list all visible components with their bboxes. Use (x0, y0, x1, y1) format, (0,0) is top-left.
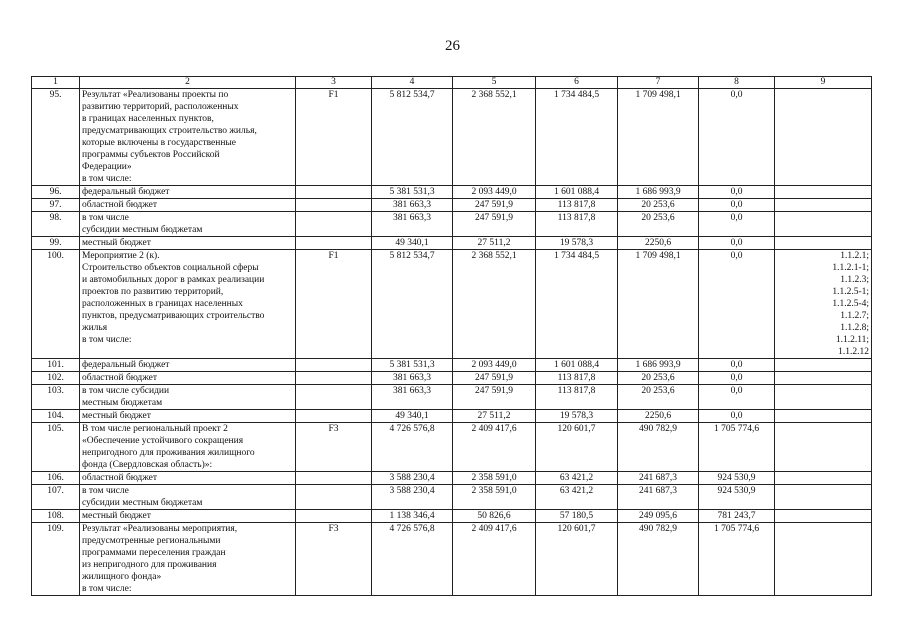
amount-col7-cell: 1 686 993,9 (618, 359, 699, 372)
amount-col7-cell: 1 686 993,9 (618, 186, 699, 199)
row-number-cell: 106. (32, 472, 80, 485)
target-indicators-cell (775, 385, 872, 410)
row-code-cell (296, 510, 372, 523)
row-description-cell: местный бюджет (80, 410, 296, 423)
amount-total-cell: 4 726 576,8 (372, 423, 453, 472)
header-cell: 6 (536, 77, 618, 89)
row-code-cell: F1 (296, 250, 372, 359)
amount-col5-cell: 247 591,9 (453, 212, 536, 237)
target-indicators-cell (775, 372, 872, 385)
target-indicators-cell (775, 212, 872, 237)
row-number-cell: 99. (32, 237, 80, 250)
amount-total-cell: 381 663,3 (372, 212, 453, 237)
row-number-cell: 107. (32, 485, 80, 510)
table-row (32, 423, 872, 472)
table-row (32, 89, 872, 186)
target-indicators-cell (775, 359, 872, 372)
amount-col7-cell: 2250,6 (618, 237, 699, 250)
row-code-cell: F1 (296, 89, 372, 186)
row-description-cell: Мероприятие 2 (к). Строительство объектов социальной сферы и автомобильных дорог в рамках реализации проектов по развитию территорий, расположенных в границах населенных пунктов, предусматривающих строительство жилья в том числе: (80, 250, 296, 359)
amount-col7-cell: 490 782,9 (618, 523, 699, 596)
amount-col8-cell: 0,0 (699, 372, 775, 385)
amount-col7-cell: 241 687,3 (618, 472, 699, 485)
row-description-cell: местный бюджет (80, 510, 296, 523)
table-row (32, 485, 872, 510)
amount-col8-cell: 0,0 (699, 250, 775, 359)
amount-col8-cell: 924 530,9 (699, 472, 775, 485)
amount-total-cell: 381 663,3 (372, 199, 453, 212)
table-row (32, 186, 872, 199)
amount-total-cell: 5 812 534,7 (372, 250, 453, 359)
row-number-cell: 101. (32, 359, 80, 372)
amount-col8-cell: 0,0 (699, 199, 775, 212)
amount-col6-cell: 120 601,7 (536, 523, 618, 596)
amount-col5-cell: 247 591,9 (453, 372, 536, 385)
page-number: 26 (445, 38, 460, 54)
amount-total-cell: 3 588 230,4 (372, 485, 453, 510)
row-description-cell: федеральный бюджет (80, 186, 296, 199)
amount-col6-cell: 63 421,2 (536, 485, 618, 510)
row-number-cell: 103. (32, 385, 80, 410)
amount-col7-cell: 2250,6 (618, 410, 699, 423)
target-indicators-cell (775, 472, 872, 485)
target-indicators-cell (775, 423, 872, 472)
amount-col5-cell: 247 591,9 (453, 199, 536, 212)
amount-col6-cell: 113 817,8 (536, 199, 618, 212)
target-indicators-cell (775, 186, 872, 199)
row-code-cell: F3 (296, 523, 372, 596)
amount-col8-cell: 0,0 (699, 89, 775, 186)
amount-col5-cell: 2 409 417,6 (453, 523, 536, 596)
row-code-cell (296, 237, 372, 250)
amount-col6-cell: 1 601 088,4 (536, 359, 618, 372)
amount-total-cell: 1 138 346,4 (372, 510, 453, 523)
row-description-cell: областной бюджет (80, 199, 296, 212)
row-description-cell: в том числе субсидии местным бюджетам (80, 485, 296, 510)
amount-col7-cell: 1 709 498,1 (618, 250, 699, 359)
amount-col6-cell: 1 734 484,5 (536, 89, 618, 186)
row-number-cell: 100. (32, 250, 80, 359)
amount-col8-cell: 0,0 (699, 186, 775, 199)
amount-col6-cell: 19 578,3 (536, 237, 618, 250)
amount-col7-cell: 20 253,6 (618, 385, 699, 410)
amount-col8-cell: 0,0 (699, 212, 775, 237)
amount-col7-cell: 490 782,9 (618, 423, 699, 472)
row-description-cell: Результат «Реализованы проекты по развитию территорий, расположенных в границах населенных пунктов, предусматривающих строительство жилья, которые включены в государственные программы субъектов Российской Федерации» в том числе: (80, 89, 296, 186)
amount-col7-cell: 249 095,6 (618, 510, 699, 523)
row-code-cell (296, 359, 372, 372)
amount-total-cell: 49 340,1 (372, 410, 453, 423)
amount-col5-cell: 27 511,2 (453, 237, 536, 250)
row-description-cell: местный бюджет (80, 237, 296, 250)
row-description-cell: Результат «Реализованы мероприятия, предусмотренные региональными программами переселения граждан из непригодного для проживания жилищного фонда» в том числе: (80, 523, 296, 596)
target-indicators-cell (775, 523, 872, 596)
amount-col7-cell: 241 687,3 (618, 485, 699, 510)
row-code-cell (296, 410, 372, 423)
header-cell: 3 (296, 77, 372, 89)
row-code-cell (296, 385, 372, 410)
amount-total-cell: 381 663,3 (372, 385, 453, 410)
row-description-cell: областной бюджет (80, 472, 296, 485)
target-indicators-cell (775, 199, 872, 212)
amount-col7-cell: 20 253,6 (618, 212, 699, 237)
amount-total-cell: 3 588 230,4 (372, 472, 453, 485)
table-row (32, 237, 872, 250)
amount-col6-cell: 19 578,3 (536, 410, 618, 423)
amount-col8-cell: 924 530,9 (699, 485, 775, 510)
table-row (32, 385, 872, 410)
row-number-cell: 108. (32, 510, 80, 523)
row-number-cell: 104. (32, 410, 80, 423)
header-cell: 4 (372, 77, 453, 89)
amount-col8-cell: 1 705 774,6 (699, 423, 775, 472)
amount-col6-cell: 120 601,7 (536, 423, 618, 472)
row-code-cell (296, 212, 372, 237)
amount-col7-cell: 20 253,6 (618, 372, 699, 385)
target-indicators-cell (775, 510, 872, 523)
row-number-cell: 109. (32, 523, 80, 596)
row-number-cell: 105. (32, 423, 80, 472)
amount-col6-cell: 113 817,8 (536, 372, 618, 385)
row-description-cell: В том числе региональный проект 2 «Обеспечение устойчивого сокращения непригодного для проживания жилищного фонда (Свердловская область)»: (80, 423, 296, 472)
header-cell: 8 (699, 77, 775, 89)
amount-col6-cell: 63 421,2 (536, 472, 618, 485)
amount-col5-cell: 2 093 449,0 (453, 359, 536, 372)
amount-col8-cell: 0,0 (699, 410, 775, 423)
header-cell: 5 (453, 77, 536, 89)
amount-col5-cell: 2 409 417,6 (453, 423, 536, 472)
table-row (32, 359, 872, 372)
row-number-cell: 102. (32, 372, 80, 385)
row-number-cell: 96. (32, 186, 80, 199)
budget-table (31, 76, 872, 596)
row-description-cell: в том числе субсидии местным бюджетам (80, 212, 296, 237)
amount-col5-cell: 27 511,2 (453, 410, 536, 423)
amount-total-cell: 4 726 576,8 (372, 523, 453, 596)
amount-col5-cell: 2 368 552,1 (453, 89, 536, 186)
table-row (32, 510, 872, 523)
header-cell: 7 (618, 77, 699, 89)
row-code-cell (296, 372, 372, 385)
amount-total-cell: 5 381 531,3 (372, 359, 453, 372)
amount-col5-cell: 247 591,9 (453, 385, 536, 410)
target-indicators-cell (775, 485, 872, 510)
amount-col7-cell: 1 709 498,1 (618, 89, 699, 186)
row-description-cell: областной бюджет (80, 372, 296, 385)
amount-col8-cell: 781 243,7 (699, 510, 775, 523)
row-number-cell: 95. (32, 89, 80, 186)
target-indicators-cell: 1.1.2.1; 1.1.2.1-1; 1.1.2.3; 1.1.2.5-1; 1.1.2.5-4; 1.1.2.7; 1.1.2.8; 1.1.2.11; 1.1.2.12 (775, 250, 872, 359)
table-row (32, 212, 872, 237)
header-row (32, 77, 872, 89)
amount-col5-cell: 2 358 591,0 (453, 485, 536, 510)
row-code-cell: F3 (296, 423, 372, 472)
row-description-cell: федеральный бюджет (80, 359, 296, 372)
amount-col8-cell: 1 705 774,6 (699, 523, 775, 596)
amount-total-cell: 5 812 534,7 (372, 89, 453, 186)
amount-col8-cell: 0,0 (699, 385, 775, 410)
target-indicators-cell (775, 237, 872, 250)
table-row (32, 372, 872, 385)
table-row (32, 472, 872, 485)
row-description-cell: в том числе субсидии местным бюджетам (80, 385, 296, 410)
amount-col7-cell: 20 253,6 (618, 199, 699, 212)
row-number-cell: 97. (32, 199, 80, 212)
amount-col6-cell: 113 817,8 (536, 385, 618, 410)
amount-total-cell: 49 340,1 (372, 237, 453, 250)
row-code-cell (296, 485, 372, 510)
target-indicators-cell (775, 410, 872, 423)
target-indicators-cell (775, 89, 872, 186)
table-row (32, 199, 872, 212)
amount-col5-cell: 2 358 591,0 (453, 472, 536, 485)
table-row (32, 410, 872, 423)
amount-col8-cell: 0,0 (699, 237, 775, 250)
amount-col5-cell: 50 826,6 (453, 510, 536, 523)
amount-total-cell: 381 663,3 (372, 372, 453, 385)
amount-col6-cell: 113 817,8 (536, 212, 618, 237)
row-code-cell (296, 186, 372, 199)
amount-col5-cell: 2 093 449,0 (453, 186, 536, 199)
amount-col5-cell: 2 368 552,1 (453, 250, 536, 359)
amount-col6-cell: 1 734 484,5 (536, 250, 618, 359)
row-number-cell: 98. (32, 212, 80, 237)
row-code-cell (296, 472, 372, 485)
header-cell: 9 (775, 77, 872, 89)
amount-col8-cell: 0,0 (699, 359, 775, 372)
amount-total-cell: 5 381 531,3 (372, 186, 453, 199)
table-row (32, 250, 872, 359)
amount-col6-cell: 57 180,5 (536, 510, 618, 523)
amount-col6-cell: 1 601 088,4 (536, 186, 618, 199)
header-cell: 2 (80, 77, 296, 89)
table-row (32, 523, 872, 596)
header-cell: 1 (32, 77, 80, 89)
row-code-cell (296, 199, 372, 212)
